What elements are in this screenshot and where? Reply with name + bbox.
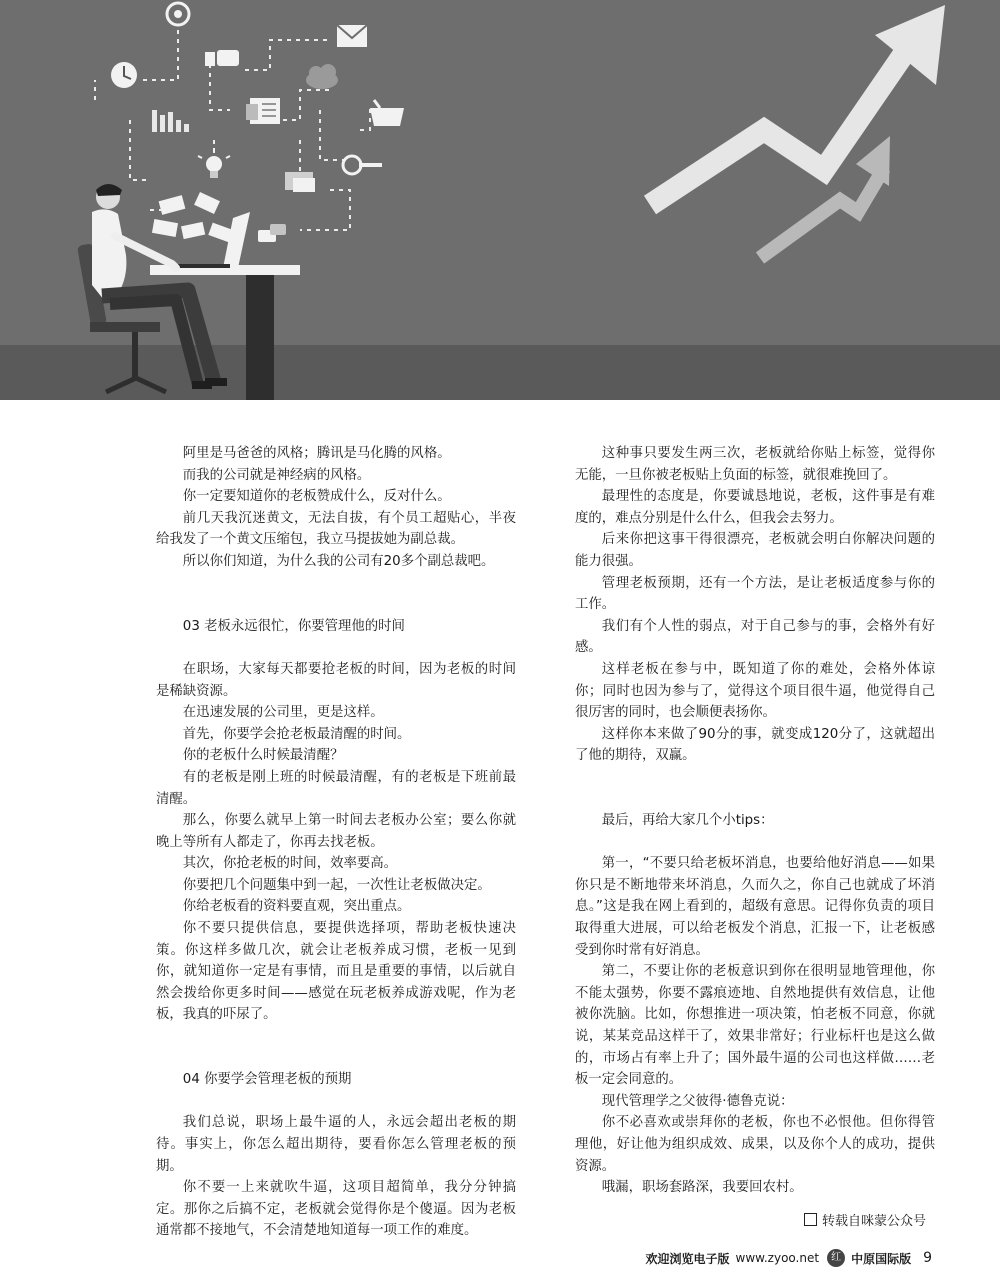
paragraph: 最后，再给大家几个小tips： bbox=[601, 813, 774, 829]
bar-chart-icon bbox=[152, 110, 189, 132]
paragraph: 你不必喜欢或崇拜你的老板，你也不必恨他。但你得管理他，好让他为组织成效、成果，以及你个人的成功，提供资源。 bbox=[575, 1115, 935, 1174]
footer-welcome: 欢迎浏览电子版 bbox=[645, 1251, 730, 1266]
paragraph: 后来你把这事干得很漂亮，老板就会明白你解决问题的能力很强。 bbox=[575, 532, 935, 569]
mail-icon bbox=[337, 25, 367, 47]
paragraph-spacer bbox=[575, 789, 935, 811]
credit-card-icon bbox=[285, 172, 315, 192]
article-right-column bbox=[575, 443, 935, 1199]
paragraph: 你给老板看的资料要直观，突出重点。 bbox=[182, 899, 411, 915]
footer-edition: 中原国际版 bbox=[851, 1251, 912, 1266]
paragraph: 最理性的态度是，你要诚恳地说，老板，这件事是有难度的，难点分别是什么什么，但我会去努力。 bbox=[575, 489, 935, 526]
paragraph: 而我的公司就是神经病的风格。 bbox=[182, 467, 371, 483]
page-number: 9 bbox=[923, 1250, 932, 1266]
magnifier-icon bbox=[343, 156, 382, 174]
paragraph: 阿里是马爸爸的风格；腾讯是马化腾的风格。 bbox=[182, 446, 451, 461]
paragraph: 你不要一上来就吹牛逼，这项目超简单，我分分钟搞定。那你之后搞不定，老板就会觉得你是个傻逼。因为老板通常都不接地气，不会清楚地知道每一项工作的难度。 bbox=[156, 1180, 516, 1239]
paragraph-spacer bbox=[156, 1048, 516, 1070]
paragraph: 你要把几个问题集中到一起，一次性让老板做决定。 bbox=[182, 877, 491, 893]
source-note-text: 转载自咪蒙公众号 bbox=[822, 1214, 927, 1229]
hero-illustration bbox=[0, 0, 1000, 400]
thumbs-up-icon bbox=[205, 50, 239, 66]
section-heading: 03 老板永远很忙，你要管理他的时间 bbox=[182, 618, 405, 634]
growth-arrows bbox=[650, 5, 945, 258]
paragraph-spacer bbox=[156, 1091, 516, 1113]
document-icon bbox=[246, 98, 280, 124]
clock-icon bbox=[111, 62, 137, 88]
target-icon bbox=[167, 3, 189, 25]
paragraph-spacer bbox=[156, 637, 516, 659]
paragraph-spacer bbox=[156, 1026, 516, 1048]
paragraph: 其次，你抢老板的时间，效率要高。 bbox=[182, 856, 398, 872]
paragraph: 你的老板什么时候最清醒？ bbox=[182, 748, 344, 764]
paragraph: 我们有个人性的弱点，对于自己参与的事，会格外有好感。 bbox=[575, 618, 935, 656]
paragraph: 前几天我沉迷黄文，无法自拔，有个员工超贴心，半夜给我发了一个黄文压缩包，我立马提拔她为副总裁。 bbox=[156, 510, 516, 548]
paragraph: 有的老板是刚上班的时候最清醒，有的老板是下班前最清醒。 bbox=[156, 769, 516, 807]
floor bbox=[0, 345, 1000, 400]
basket-icon bbox=[370, 100, 404, 126]
page-footer bbox=[646, 1247, 933, 1269]
paragraph: 我们总说，职场上最牛逼的人，永远会超出老板的期待。事实上，你怎么超出期待，要看你怎么管理老板的预期。 bbox=[156, 1115, 516, 1174]
paragraph: 管理老板预期，还有一个方法，是让老板适度参与你的工作。 bbox=[575, 575, 935, 613]
cloud-icon bbox=[306, 64, 338, 89]
paragraph-spacer bbox=[156, 573, 516, 595]
paragraph: 这样老板在参与中，既知道了你的难处，会格外体谅你；同时也因为参与了，觉得这个项目很牛逼，他觉得自己很厉害的同时，也会顺便表扬你。 bbox=[575, 661, 935, 721]
paragraph-spacer bbox=[575, 767, 935, 789]
paragraph: 在职场，大家每天都要抢老板的时间，因为老板的时间是稀缺资源。 bbox=[156, 661, 516, 699]
paragraph: 现代管理学之父彼得·德鲁克说： bbox=[601, 1093, 794, 1109]
laptop bbox=[178, 212, 250, 268]
paragraph: 这种事只要发生两三次，老板就给你贴上标签，觉得你无能，一旦你被老板贴上负面的标签，就很难挽回了。 bbox=[575, 446, 935, 483]
paragraph-spacer bbox=[156, 594, 516, 616]
section-heading: 04 你要学会管理老板的预期 bbox=[182, 1072, 352, 1088]
paragraph: 你一定要知道你的老板赞成什么，反对什么。 bbox=[182, 489, 451, 505]
paragraph: 首先，你要学会抢老板最清醒的时间。 bbox=[182, 726, 411, 742]
office-growth-illustration bbox=[0, 0, 1000, 400]
paragraph: 这样你本来做了90分的事，就变成120分了，这就超出了他的期待，双赢。 bbox=[575, 726, 935, 764]
footer-site-link[interactable]: www.zyoo.net bbox=[735, 1251, 820, 1265]
checkbox-square-icon bbox=[804, 1213, 817, 1226]
paragraph-spacer bbox=[575, 832, 935, 854]
money-bills-icon bbox=[152, 192, 233, 242]
paragraph: 第二，不要让你的老板意识到你在很明显地管理他，你不能太强势，你要不露痕迹地、自然地提供有效信息，让他被你洗脑。比如，你想推进一项决策，怕老板不同意，你就说，某某竞品这样干了，效果非常好；行业标杆也是这么做的，市场占有率上升了；国外最牛逼的公司也这样做……老板一定会同意的。 bbox=[575, 964, 935, 1088]
magazine-logo-icon: 红 bbox=[827, 1249, 845, 1267]
source-note bbox=[804, 1213, 926, 1231]
article-left-column bbox=[156, 443, 516, 1242]
paragraph: 所以你们知道，为什么我的公司有20多个副总裁吧。 bbox=[182, 553, 495, 569]
chat-bubbles-icon bbox=[258, 224, 286, 242]
paragraph: 你不要只提供信息，要提供选择项，帮助老板快速决策。你这样多做几次，就会让老板养成习惯，老板一见到你，就知道你一定是有事情，而且是重要的事情，以后就自然会拨给你更多时间——感觉在玩老板养成游戏呢，作为老板，我真的吓尿了。 bbox=[156, 921, 516, 1023]
paragraph: 在迅速发展的公司里，更是这样。 bbox=[182, 705, 384, 721]
paragraph: 第一，“不要只给老板坏消息，也要给他好消息——如果你只是不断地带来坏消息，久而久之，你自己也就成了坏消息。”这是我在网上看到的，超级有意思。记得你负责的项目取得重大进展，可以给老板发个消息，汇报一下，让老板感受到你时常有好消息。 bbox=[575, 856, 935, 958]
paragraph: 那么，你要么就早上第一时间去老板办公室；要么你就晚上等所有人都走了，你再去找老板。 bbox=[156, 813, 516, 850]
paragraph: 哦漏，职场套路深，我要回农村。 bbox=[601, 1180, 803, 1196]
